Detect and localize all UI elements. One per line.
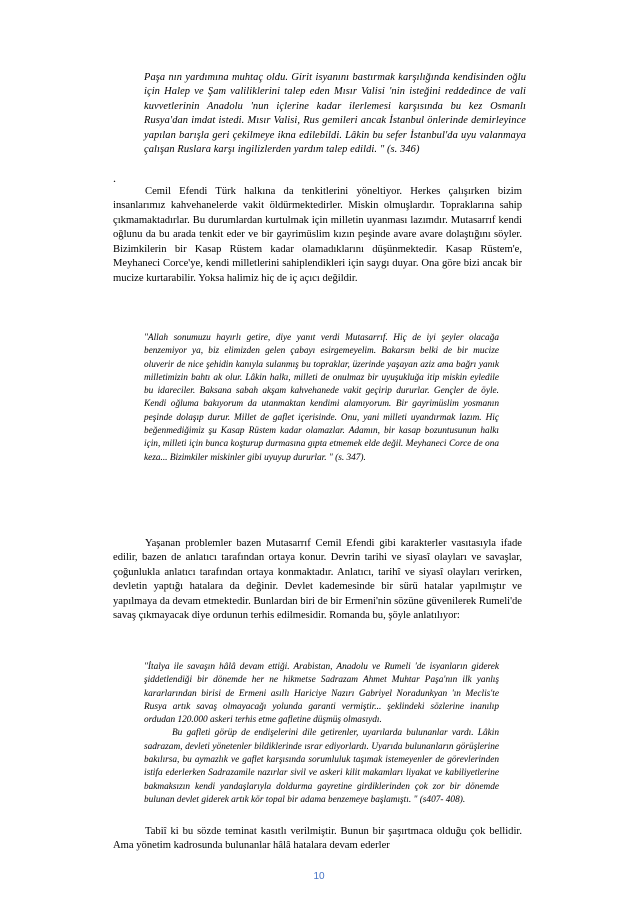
paragraph-tabii: Tabiî ki bu sözde teminat kasıtlı verilmiştir. Bunun bir şaşırtmaca olduğu çok bellidir. Ama yönetim kadrosunda bulunanlar hâlâ hatalara devam ederler <box>113 826 522 852</box>
quote-italy-part-2: Bu gafleti görüp de endişelerini dile getirenler, uyarılarda bulunanlar vardı. Lâkin sadrazam, devleti yönetenler bildiklerinde ısrar ediyorlardı. Uyarıda bulunanların görüşlerine bakılırsa, bu aymazlık ve gaflet karşısında sorumluluk taşımak istemeyenler de görevlerinden istifa ederlerken Sadrazamile nazırlar sivil ve askeri kilit makamları liyakat ve kabiliyetlerine bakmaksızın kendi yandaşlarıyla doldurma gayretine girdiklerinden çok zor bir dönemde bulunan devlet giderek artık kör topal bir adama benzemeye başlamıştı. " (s407- 408). <box>144 728 499 805</box>
page-number: 10 <box>313 871 325 882</box>
separator-dot: . <box>113 171 116 185</box>
quote-italy-part-1: "İtalya ile savaşın hâlâ devam ettiği. Arabistan, Anadolu ve Rumeli 'de isyanların giderek şiddetlendiği bir dönemde her ne hikmetse Sadrazam Ahmet Muhtar Paşa'nın ilk yanlış kararlarından birisi de Ermeni asıllı Hariciye Nazırı Gabriyel Noradunkyan 'ın Meclis'te Rusya artık savaş olmayacağı yolunda garanti vermiştir... şeklindeki sözlerine inanılıp ordudan 120.000 askeri terhis etme gafletine düşmüş olmasıydı. <box>144 662 499 726</box>
paragraph-problems: Yaşanan problemler bazen Mutasarrıf Cemil Efendi gibi karakterler vasıtasıyla ifade edilir, bazen de anlatıcı tarafından ortaya konur. Devrin tarihi ve siyasî olayları ve savaşlar, çoğunlukla anlatıcı tarafından ortaya konmaktadır. Anlatıcı, tarihî ve siyasî olayları verirken, devletin yaptığı hatalara da değinir. Devlet kademesinde bir sürü hatalar yapılmıştır ve yapılmaya da devam etmektedir. Bunlardan biri de bir Ermeni'nin sözüne güvenilerek Rumeli'de savaş çıkmayacak diye ordunun terhis edilmesidir. Romanda bu, şöyle anlatılıyor: <box>113 538 522 622</box>
quote-ottoman-history: Paşa nın yardımına muhtaç oldu. Girit isyanını bastırmak karşılığında kendisinden oğlu için Halep ve Şam valiliklerini talep eden Mısır Valisi 'nin isteğini reddedince de vali kuvvetlerinin Anadolu 'nun içlerine kadar ilerlemesi karşısında bu kez Osmanlı Rusya'dan imdat istedi. Mısır Valisi, Rus gemileri ancak İstanbul önlerinde demirleyince yapılan barışla geri çekilmeye ikna edilebildi. Lâkin bu sefer İstanbul'da uyu valanmaya çalışan Ruslara karşı ingilizlerden yardım talep edildi. " (s. 346) <box>144 72 526 156</box>
quote-allah-sonumuzu: "Allah sonumuzu hayırlı getire, diye yanıt verdi Mutasarrıf. Hiç de iyi şeyler olacağa benzemiyor ya, biz elimizden gelen çabayı esirgemeyelim. Bakarsın belki de bir mucize oluverir de nice şehidin kanıyla sulanmış bu topraklar, üzerinde yaşayan aziz ama bağrı yanık milletimizin bahtı ak olur. Lâkin halkı, milleti de onulmaz bir uyuşukluğa itip miskin eyledile bu idareciler. Baksana sabah akşam kahvehanede vakit geçirip dururlar. Gençler de öyle. Kendi oğluma bakıyorum da utanmaktan kendimi alamıyorum. Bir gayrimüslim yosmanın peşinde dolaşıp durur. Millet de gaflet içerisinde. Onu, yani milleti uyandırmak lazım. Hiç beğenmediğimiz şu Kasap Rüstem kadar olamazlar. Adamın, bir kasap bozuntusunun halkı için, milleti için bunca koşturup durmasına gıpta etmemek elde değil. Meyhaneci Corce de ona keza... Bizimkiler miskinler gibi uyuyup dururlar. " (s. 347). <box>144 333 499 463</box>
quote-italy-war <box>144 661 499 807</box>
paragraph-cemil-efendi: Cemil Efendi Türk halkına da tenkitlerini yöneltiyor. Herkes çalışırken bizim insanlarımız kahvehanelerde vakit öldürmektedirler. Miskin olmuşlardır. Topraklarına sahip çıkmamaktadırlar. Bu durumlardan kurtulmak için milletin uyanması lazımdır. Mutasarrıf kendi oğlunu da bu arada tenkit eder ve bir gayrimüslim kızın peşinde avare avare dolaştığını söyler. Bizimkilerin bir Kasap Rüstem kadar olamadıklarını düşünmektedir. Kasap Rüstem'e, Meyhaneci Corce'ye, kendi milletlerini sahiplendikleri için saygı duyar. Ona göre bizi ancak bir mucize kurtarabilir. Yoksa halimiz hiç de iç açıcı değildir. <box>113 186 522 284</box>
